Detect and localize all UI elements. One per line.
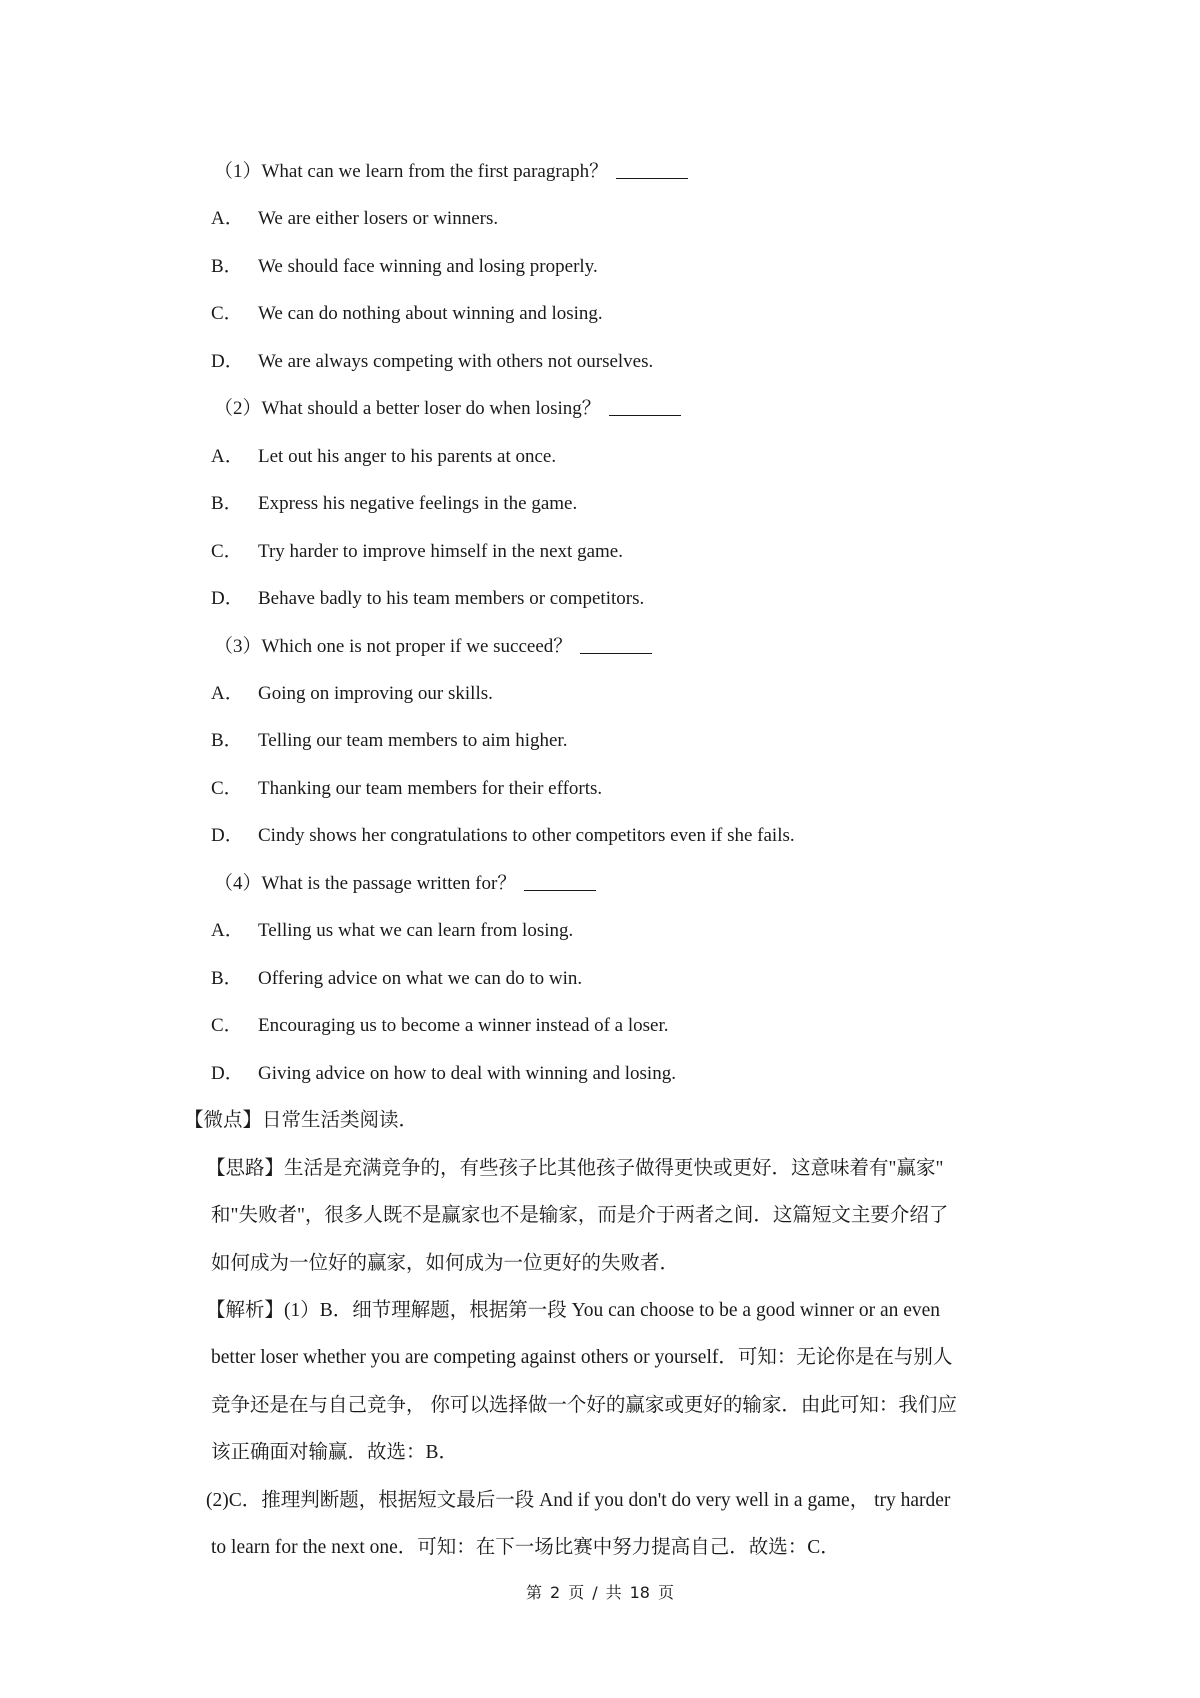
question-4-option-d: D． Giving advice on how to deal with winning and losing. — [211, 1063, 676, 1084]
jiexi-line-1: 【解析】(1）B．细节理解题，根据第一段 You can choose to be a good winner or an even — [206, 1300, 941, 1321]
weidian-heading: 【微点】日常生活类阅读． — [184, 1110, 419, 1131]
footer-page-word: 页 — [568, 1583, 585, 1602]
answer-blank — [580, 639, 652, 654]
total-pages-number: 18 — [629, 1583, 650, 1602]
footer-prefix: 第 — [526, 1583, 543, 1602]
question-1-stem: （1）What can we learn from the first paragraph？ — [214, 160, 688, 184]
question-3-option-d: D． Cindy shows her congratulations to other competitors even if she fails. — [211, 825, 795, 846]
answer-blank — [609, 401, 681, 416]
silu-line-1: 【思路】生活是充满竞争的，有些孩子比其他孩子做得更快或更好．这意味着有"赢家" — [206, 1158, 944, 1179]
question-3-option-a: A． Going on improving our skills. — [211, 683, 493, 704]
question-3-option-c: C． Thanking our team members for their efforts. — [211, 778, 603, 799]
jiexi-line-6: to learn for the next one．可知：在下一场比赛中努力提高自己．故选：C． — [211, 1537, 840, 1558]
question-1-option-a: A． We are either losers or winners. — [211, 208, 499, 229]
question-1-option-d: D． We are always competing with others not ourselves. — [211, 351, 654, 372]
question-2-option-b: B． Express his negative feelings in the game. — [211, 493, 578, 514]
question-3-stem: （3）Which one is not proper if we succeed？ — [214, 635, 652, 659]
answer-blank — [524, 876, 596, 891]
footer-total-suffix: 页 — [657, 1583, 674, 1602]
current-page-number: 2 — [550, 1583, 561, 1602]
jiexi-line-3: 竞争还是在与自己竞争， 你可以选择做一个好的赢家或更好的输家．由此可知：我们应 — [211, 1395, 957, 1416]
jiexi-line-5: (2)C．推理判断题，根据短文最后一段 And if you don't do very well in a game， try harder — [206, 1490, 951, 1511]
question-3-option-b: B． Telling our team members to aim higher. — [211, 730, 568, 751]
jiexi-line-4: 该正确面对输赢．故选：B． — [211, 1442, 459, 1463]
question-1-option-b: B． We should face winning and losing properly. — [211, 256, 598, 277]
question-2-option-c: C． Try harder to improve himself in the next game. — [211, 541, 623, 562]
question-2-option-d: D． Behave badly to his team members or competitors. — [211, 588, 645, 609]
question-2-stem: （2）What should a better loser do when losing？ — [214, 397, 681, 421]
question-1-option-c: C． We can do nothing about winning and losing. — [211, 303, 603, 324]
page-footer — [0, 1580, 1200, 1603]
question-4-option-a: A． Telling us what we can learn from losing. — [211, 920, 574, 941]
question-2-option-a: A． Let out his anger to his parents at once. — [211, 446, 557, 467]
answer-blank — [616, 164, 688, 179]
question-4-option-c: C． Encouraging us to become a winner instead of a loser. — [211, 1015, 669, 1036]
question-4-stem: （4）What is the passage written for？ — [214, 872, 596, 896]
footer-separator: / — [592, 1583, 598, 1602]
footer-total-prefix: 共 — [605, 1583, 622, 1602]
silu-line-3: 如何成为一位好的赢家，如何成为一位更好的失败者． — [211, 1253, 680, 1274]
silu-line-2: 和"失败者"，很多人既不是赢家也不是输家，而是介于两者之间．这篇短文主要介绍了 — [211, 1205, 949, 1226]
question-4-option-b: B． Offering advice on what we can do to win. — [211, 968, 583, 989]
jiexi-line-2: better loser whether you are competing against others or yourself．可知：无论你是在与别人 — [211, 1347, 953, 1368]
